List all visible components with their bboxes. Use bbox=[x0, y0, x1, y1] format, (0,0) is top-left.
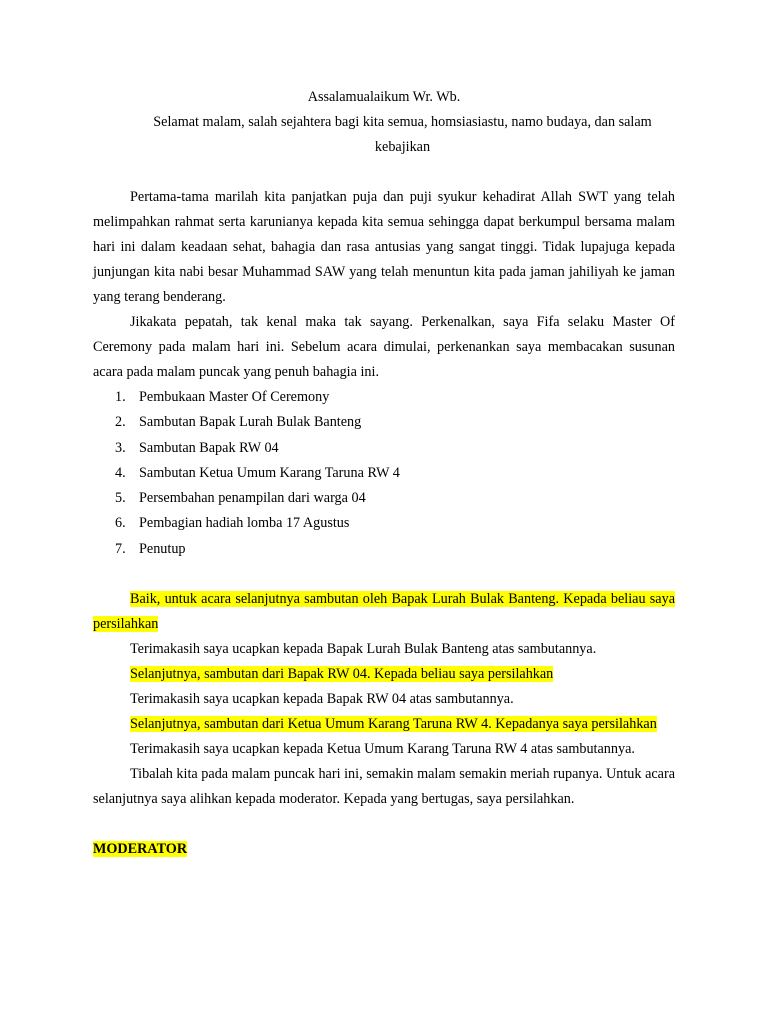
list-number: 5. bbox=[115, 490, 126, 507]
list-text: Pembukaan Master Of Ceremony bbox=[139, 389, 330, 405]
list-number: 2. bbox=[115, 414, 126, 431]
opening-salam: Assalamualaikum Wr. Wb. bbox=[307, 89, 461, 105]
script-line-handover-moderator: Tibalah kita pada malam puncak hari ini, semakin malam semakin meriah rupanya. Untuk acara selanjutnya saya alihkan kepada moderator. Kepada yang bertugas, saya persilahkan. bbox=[93, 766, 675, 808]
script-line-thanks-rw: Terimakasih saya ucapkan kepada Bapak RW 04 atas sambutannya. bbox=[130, 691, 514, 708]
list-item bbox=[93, 486, 675, 511]
list-text: Sambutan Bapak RW 04 bbox=[139, 439, 279, 456]
list-item bbox=[93, 461, 675, 486]
list-text: Sambutan Bapak Lurah Bulak Banteng bbox=[139, 414, 362, 431]
agenda-list bbox=[93, 385, 675, 562]
list-text: Persembahan penampilan dari warga 04 bbox=[139, 490, 366, 507]
list-number: 3. bbox=[115, 439, 126, 456]
list-number: 7. bbox=[115, 540, 126, 557]
list-number: 1. bbox=[115, 389, 126, 405]
list-text: Pembagian hadiah lomba 17 Agustus bbox=[139, 515, 350, 532]
script-line-invite-lurah bbox=[93, 587, 675, 637]
list-text: Penutup bbox=[139, 540, 186, 557]
list-number: 4. bbox=[115, 464, 126, 481]
list-number: 6. bbox=[115, 515, 126, 532]
opening-greeting: Selamat malam, salah sejahtera bagi kita semua, homsiasiastu, namo budaya, dan salam kebajikan bbox=[153, 114, 652, 155]
section-heading-moderator bbox=[93, 837, 675, 862]
list-item bbox=[93, 537, 675, 562]
list-item bbox=[93, 511, 675, 536]
paragraph-introduction: Jikakata pepatah, tak kenal maka tak sayang. Perkenalkan, saya Fifa selaku Master Of Ceremony pada malam hari ini. Sebelum acara dimulai, perkenankan saya membacakan susunan acara pada malam puncak yang penuh bahagia ini. bbox=[93, 314, 675, 380]
highlighted-heading: MODERATOR bbox=[93, 841, 188, 858]
document-page bbox=[93, 85, 675, 862]
highlighted-text: Selanjutnya, sambutan dari Bapak RW 04. Kepada beliau saya persilahkan bbox=[130, 666, 554, 683]
list-text: Sambutan Ketua Umum Karang Taruna RW 4 bbox=[139, 464, 400, 481]
script-line-invite-rw bbox=[93, 662, 675, 687]
list-item bbox=[93, 385, 675, 410]
script-line-thanks-lurah: Terimakasih saya ucapkan kepada Bapak Lurah Bulak Banteng atas sambutannya. bbox=[130, 641, 597, 658]
paragraph-opening-prayer: Pertama-tama marilah kita panjatkan puja dan puji syukur kehadirat Allah SWT yang telah melimpahkan rahmat serta karunianya kepada kita semua sehingga dapat berkumpul bersama malam hari ini dalam keadaan sehat, bahagia dan rasa antusias yang sangat tinggi. Tidak lupajuga kepada junjungan kita nabi besar Muhammad SAW yang telah menuntun kita pada jaman jahiliyah ke jaman yang terang benderang. bbox=[93, 189, 675, 305]
list-item bbox=[93, 436, 675, 461]
script-line-invite-karang-taruna bbox=[93, 712, 675, 737]
list-item bbox=[93, 410, 675, 435]
script-line-thanks-karang-taruna: Terimakasih saya ucapkan kepada Ketua Umum Karang Taruna RW 4 atas sambutannya. bbox=[130, 741, 635, 758]
highlighted-text: Baik, untuk acara selanjutnya sambutan oleh Bapak Lurah Bulak Banteng. Kepada beliau saya persilahkan bbox=[93, 591, 675, 633]
highlighted-text: Selanjutnya, sambutan dari Ketua Umum Karang Taruna RW 4. Kepadanya saya persilahkan bbox=[130, 716, 657, 733]
